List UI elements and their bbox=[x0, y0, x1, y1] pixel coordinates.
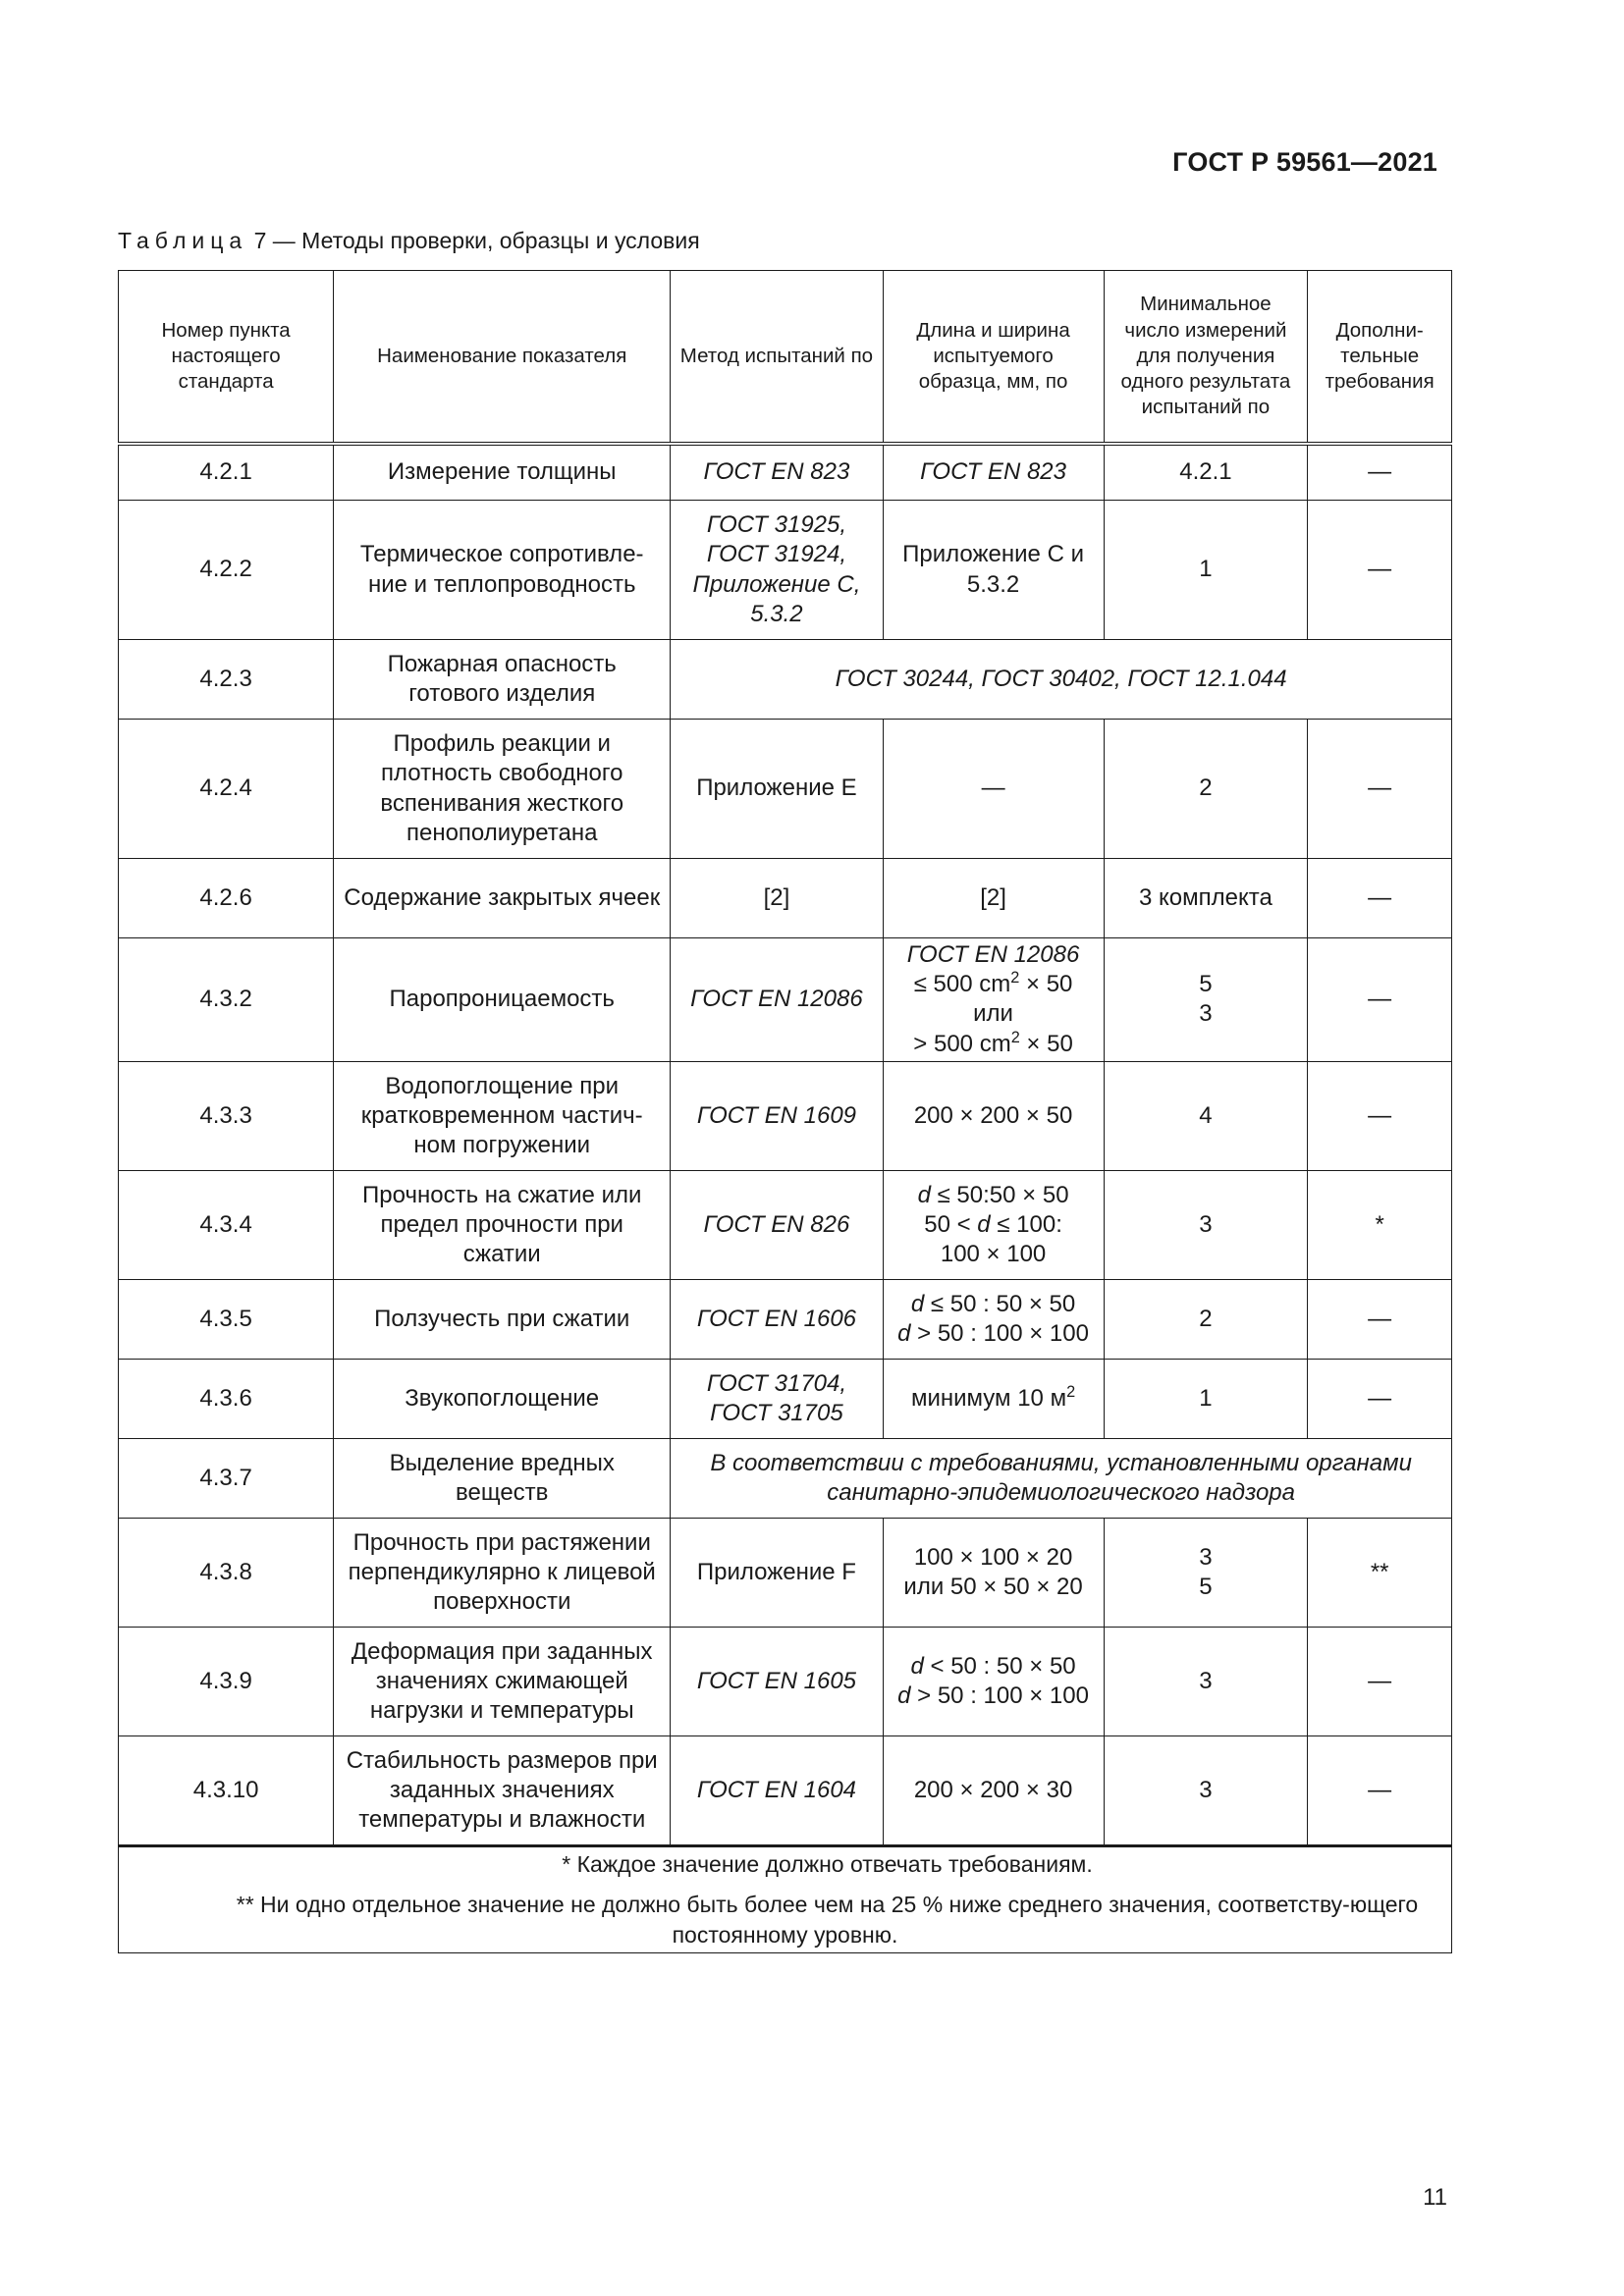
cell-size bbox=[883, 938, 1104, 1062]
cell-method: ГОСТ EN 1605 bbox=[671, 1627, 883, 1735]
col-header-number: Номер пункта настоящего стандарта bbox=[119, 271, 334, 445]
cell-min bbox=[1104, 938, 1308, 1062]
cell-number: 4.3.10 bbox=[119, 1735, 334, 1845]
size-line: ≤ 50:50 × 50 bbox=[930, 1181, 1069, 1208]
cell-min: 2 bbox=[1104, 1279, 1308, 1359]
table-row bbox=[119, 1279, 1452, 1359]
cell-extra: — bbox=[1308, 1627, 1452, 1735]
cell-number: 4.2.3 bbox=[119, 640, 334, 720]
superscript: 2 bbox=[1010, 969, 1020, 988]
cell-number: 4.2.2 bbox=[119, 501, 334, 640]
cell-size bbox=[883, 1627, 1104, 1735]
col-header-name: Наименование показателя bbox=[334, 271, 671, 445]
cell-extra: * bbox=[1308, 1170, 1452, 1279]
table-row bbox=[119, 1438, 1452, 1518]
caption-text: 7 — Методы проверки, образцы и условия bbox=[247, 228, 700, 253]
cell-min: 3 bbox=[1104, 1735, 1308, 1845]
cell-number: 4.3.7 bbox=[119, 1438, 334, 1518]
col-header-extra: Дополни-тельные требования bbox=[1308, 271, 1452, 445]
size-line: × 50 bbox=[1019, 1030, 1073, 1057]
cell-extra: — bbox=[1308, 1279, 1452, 1359]
cell-min: 3 bbox=[1104, 1170, 1308, 1279]
cell-method: ГОСТ EN 1606 bbox=[671, 1279, 883, 1359]
cell-name: Звукопоглощение bbox=[334, 1359, 671, 1438]
table-row bbox=[119, 1735, 1452, 1845]
cell-number: 4.3.8 bbox=[119, 1518, 334, 1627]
cell-method: ГОСТ 31925, ГОСТ 31924, Приложение С, 5.3.2 bbox=[671, 501, 883, 640]
table-row bbox=[119, 444, 1452, 501]
size-var: d bbox=[897, 1319, 911, 1347]
cell-number: 4.3.2 bbox=[119, 938, 334, 1062]
cell-number: 4.2.4 bbox=[119, 720, 334, 859]
cell-extra: ** bbox=[1308, 1518, 1452, 1627]
size-line: > 50 : 100 × 100 bbox=[910, 1319, 1089, 1347]
table-row bbox=[119, 1061, 1452, 1170]
size-standard: ГОСТ EN 12086 bbox=[906, 941, 1080, 968]
cell-extra: — bbox=[1308, 1735, 1452, 1845]
cell-number: 4.3.6 bbox=[119, 1359, 334, 1438]
size-var: d bbox=[910, 1290, 925, 1317]
table-notes-row bbox=[119, 1845, 1452, 1952]
cell-extra: — bbox=[1308, 720, 1452, 859]
cell-size: 200 × 200 × 50 bbox=[883, 1061, 1104, 1170]
cell-size bbox=[883, 1279, 1104, 1359]
cell-name: Пожарная опасность готового изделия bbox=[334, 640, 671, 720]
size-var: d bbox=[910, 1652, 924, 1680]
min-line: 3 bbox=[1199, 1000, 1213, 1028]
cell-name: Измерение толщины bbox=[334, 444, 671, 501]
cell-min: 3 комплекта bbox=[1104, 859, 1308, 938]
size-line: × 50 или bbox=[973, 971, 1073, 1028]
superscript: 2 bbox=[1010, 1028, 1020, 1046]
document-code: ГОСТ Р 59561—2021 bbox=[1172, 147, 1437, 177]
size-line: 100 × 100 bbox=[940, 1241, 1047, 1268]
cell-number: 4.3.3 bbox=[119, 1061, 334, 1170]
cell-name: Паропроницаемость bbox=[334, 938, 671, 1062]
cell-size bbox=[883, 1170, 1104, 1279]
cell-size: ГОСТ EN 823 bbox=[883, 444, 1104, 501]
cell-extra: — bbox=[1308, 859, 1452, 938]
table-caption bbox=[118, 228, 700, 254]
cell-size: Приложение С и 5.3.2 bbox=[883, 501, 1104, 640]
size-line: ≤ 100: bbox=[990, 1210, 1062, 1238]
cell-min bbox=[1104, 1518, 1308, 1627]
caption-word: Таблица bbox=[118, 228, 248, 253]
cell-name: Термическое сопротивле-ние и теплопроводность bbox=[334, 501, 671, 640]
col-header-method: Метод испытаний по bbox=[671, 271, 883, 445]
cell-min: 2 bbox=[1104, 720, 1308, 859]
cell-name: Стабильность размеров при заданных значениях температуры и влажности bbox=[334, 1735, 671, 1845]
cell-name: Водопоглощение при кратковременном частич-ном погружении bbox=[334, 1061, 671, 1170]
size-line: > 50 : 100 × 100 bbox=[910, 1682, 1089, 1709]
cell-name: Деформация при заданных значениях сжимающей нагрузки и температуры bbox=[334, 1627, 671, 1735]
table-row bbox=[119, 859, 1452, 938]
cell-number: 4.2.1 bbox=[119, 444, 334, 501]
cell-min: 3 bbox=[1104, 1627, 1308, 1735]
superscript: 2 bbox=[1066, 1382, 1076, 1401]
table-row bbox=[119, 720, 1452, 859]
page-number: 11 bbox=[1423, 2184, 1447, 2211]
cell-method: ГОСТ EN 826 bbox=[671, 1170, 883, 1279]
size-line: < 50 : 50 × 50 bbox=[923, 1652, 1076, 1680]
note-single-asterisk: * Каждое значение должно отвечать требованиям. bbox=[562, 1850, 1093, 1877]
cell-name: Прочность на сжатие или предел прочности при сжатии bbox=[334, 1170, 671, 1279]
cell-method: ГОСТ EN 1609 bbox=[671, 1061, 883, 1170]
cell-size: 200 × 200 × 30 bbox=[883, 1735, 1104, 1845]
table-row bbox=[119, 501, 1452, 640]
cell-number: 4.3.4 bbox=[119, 1170, 334, 1279]
cell-size bbox=[883, 1518, 1104, 1627]
cell-merged-standards: ГОСТ 30244, ГОСТ 30402, ГОСТ 12.1.044 bbox=[671, 640, 1452, 720]
min-line: 5 bbox=[1199, 1573, 1213, 1600]
cell-size: — bbox=[883, 720, 1104, 859]
cell-number: 4.3.5 bbox=[119, 1279, 334, 1359]
min-line: 5 bbox=[1199, 971, 1213, 998]
size-line: ≤ 500 cm bbox=[913, 971, 1011, 998]
cell-method: ГОСТ EN 1604 bbox=[671, 1735, 883, 1845]
cell-method: Приложение Е bbox=[671, 720, 883, 859]
cell-number: 4.2.6 bbox=[119, 859, 334, 938]
size-line: > 500 cm bbox=[913, 1030, 1011, 1057]
cell-method: ГОСТ 31704, ГОСТ 31705 bbox=[671, 1359, 883, 1438]
min-line: 3 bbox=[1199, 1543, 1213, 1571]
size-line: или 50 × 50 × 20 bbox=[903, 1573, 1083, 1600]
table-row bbox=[119, 938, 1452, 1062]
cell-name: Ползучесть при сжатии bbox=[334, 1279, 671, 1359]
size-line: ≤ 50 : 50 × 50 bbox=[924, 1290, 1076, 1317]
methods-table bbox=[118, 270, 1452, 1953]
cell-method: Приложение F bbox=[671, 1518, 883, 1627]
cell-min: 1 bbox=[1104, 501, 1308, 640]
cell-name: Содержание закрытых ячеек bbox=[334, 859, 671, 938]
cell-name: Выделение вредных веществ bbox=[334, 1438, 671, 1518]
cell-name: Профиль реакции и плотность свободного вспенивания жесткого пенополиуретана bbox=[334, 720, 671, 859]
cell-method: ГОСТ EN 12086 bbox=[671, 938, 883, 1062]
cell-method: ГОСТ EN 823 bbox=[671, 444, 883, 501]
cell-min: 4.2.1 bbox=[1104, 444, 1308, 501]
col-header-size: Длина и ширина испытуемого образца, мм, по bbox=[883, 271, 1104, 445]
cell-merged-requirements: В соответствии с требованиями, установленными органами санитарно-эпидемиологического надзора bbox=[671, 1438, 1452, 1518]
table-notes bbox=[119, 1845, 1452, 1952]
cell-extra: — bbox=[1308, 501, 1452, 640]
size-var: d bbox=[977, 1210, 991, 1238]
table-row bbox=[119, 640, 1452, 720]
table-row bbox=[119, 1170, 1452, 1279]
cell-min: 1 bbox=[1104, 1359, 1308, 1438]
table-row bbox=[119, 1359, 1452, 1438]
size-var: d bbox=[917, 1181, 931, 1208]
note-double-asterisk: ** Ни одно отдельное значение не должно быть более чем на 25 % ниже среднего значения, соответству-ющего постоянному уровню. bbox=[236, 1891, 1419, 1949]
cell-extra: — bbox=[1308, 444, 1452, 501]
cell-name: Прочность при растяжении перпендикулярно к лицевой поверхности bbox=[334, 1518, 671, 1627]
cell-number: 4.3.9 bbox=[119, 1627, 334, 1735]
cell-size bbox=[883, 1359, 1104, 1438]
cell-min: 4 bbox=[1104, 1061, 1308, 1170]
size-var: d bbox=[897, 1682, 911, 1709]
table-row bbox=[119, 1518, 1452, 1627]
cell-method: [2] bbox=[671, 859, 883, 938]
table-row bbox=[119, 1627, 1452, 1735]
cell-size: [2] bbox=[883, 859, 1104, 938]
size-line: 100 × 100 × 20 bbox=[913, 1543, 1073, 1571]
table-header-row bbox=[119, 271, 1452, 445]
cell-extra: — bbox=[1308, 1061, 1452, 1170]
col-header-min-measurements: Минимальное число измерений для получения одного результата испытаний по bbox=[1104, 271, 1308, 445]
cell-extra: — bbox=[1308, 938, 1452, 1062]
size-line: 50 < bbox=[924, 1210, 978, 1238]
cell-extra: — bbox=[1308, 1359, 1452, 1438]
size-line: минимум 10 м bbox=[910, 1384, 1067, 1412]
